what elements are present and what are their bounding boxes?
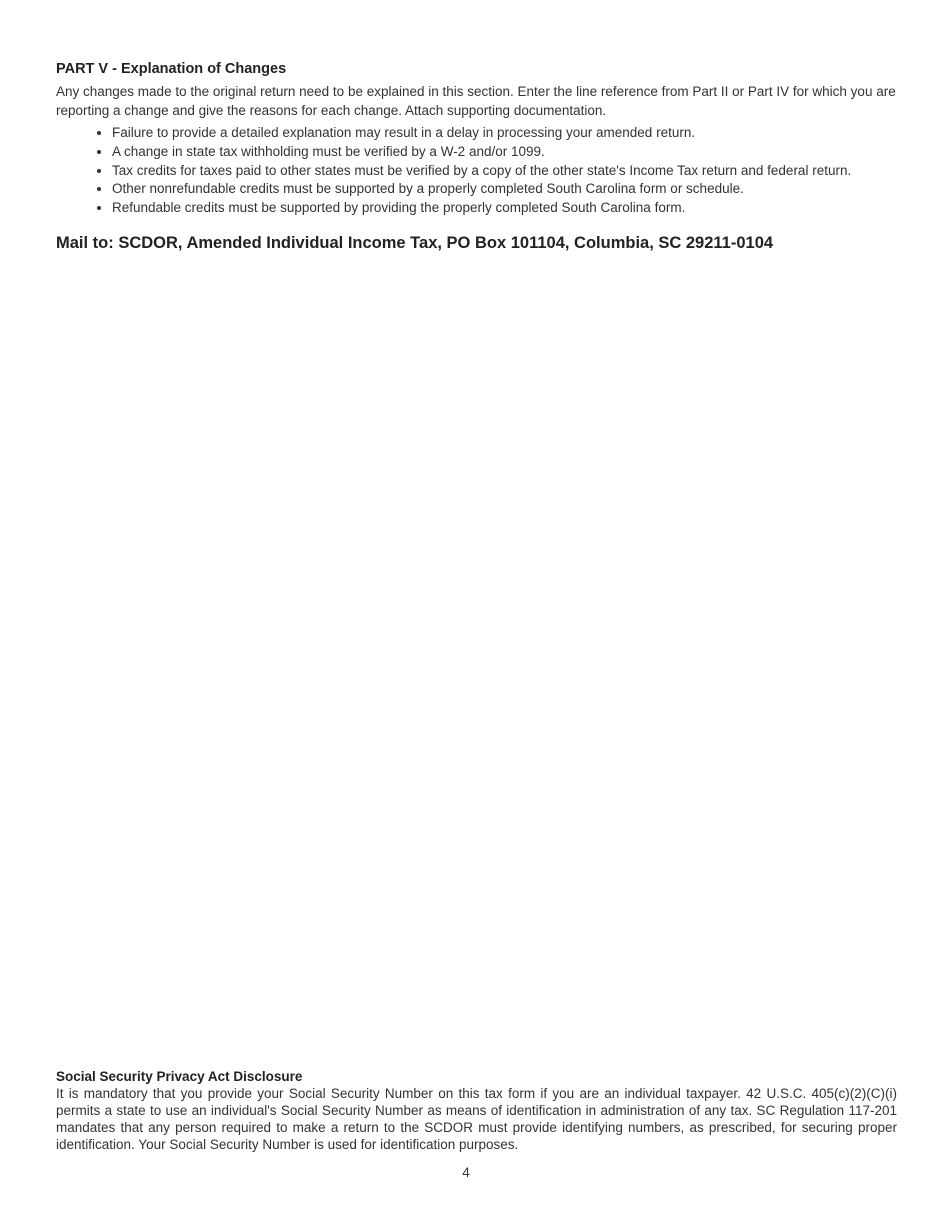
privacy-act-text: It is mandatory that you provide your Social Security Number on this tax form if you are an individual taxpayer. 42 U.S.C. 405(c)(2)(C)(i) permits a state to use an individual's Social Security Number as means of identification in administration of any tax. SC Regulation 117-201 mandates that any person required to make a return to the SCDOR must provide identifying numbers, as prescribed, for securing proper identification. Your Social Security Number is used for identification purposes. xyxy=(56,1086,897,1152)
bullet-refundable-credits: • Refundable credits must be supported by providing the properly completed South Carolina form. xyxy=(112,199,932,218)
bullet-detailed-explanation: • Failure to provide a detailed explanation may result in a delay in processing your amended return. xyxy=(112,124,932,143)
bullet-nonrefundable-credits: • Other nonrefundable credits must be supported by a properly completed South Carolina form or schedule. xyxy=(112,180,932,199)
bullet-withholding: • A change in state tax withholding must be verified by a W-2 and/or 1099. xyxy=(112,143,932,162)
page-number: 4 xyxy=(462,1165,470,1180)
part-v-intro: Any changes made to the original return need to be explained in this section. Enter the line reference from Part II or Part IV for which you are reporting a change and give the reasons for each change. Attach supporting documentation. xyxy=(56,84,896,118)
part-v-bullet-list xyxy=(90,124,932,218)
bullet-other-state-credits: • Tax credits for taxes paid to other states must be verified by a copy of the other state's Income Tax return and federal return. xyxy=(112,162,932,181)
privacy-act-heading: Social Security Privacy Act Disclosure xyxy=(56,1069,303,1084)
part-v-heading: PART V - Explanation of Changes xyxy=(56,61,287,77)
mailing-address: Mail to: SCDOR, Amended Individual Income Tax, PO Box 101104, Columbia, SC 29211-0104 xyxy=(56,234,774,252)
